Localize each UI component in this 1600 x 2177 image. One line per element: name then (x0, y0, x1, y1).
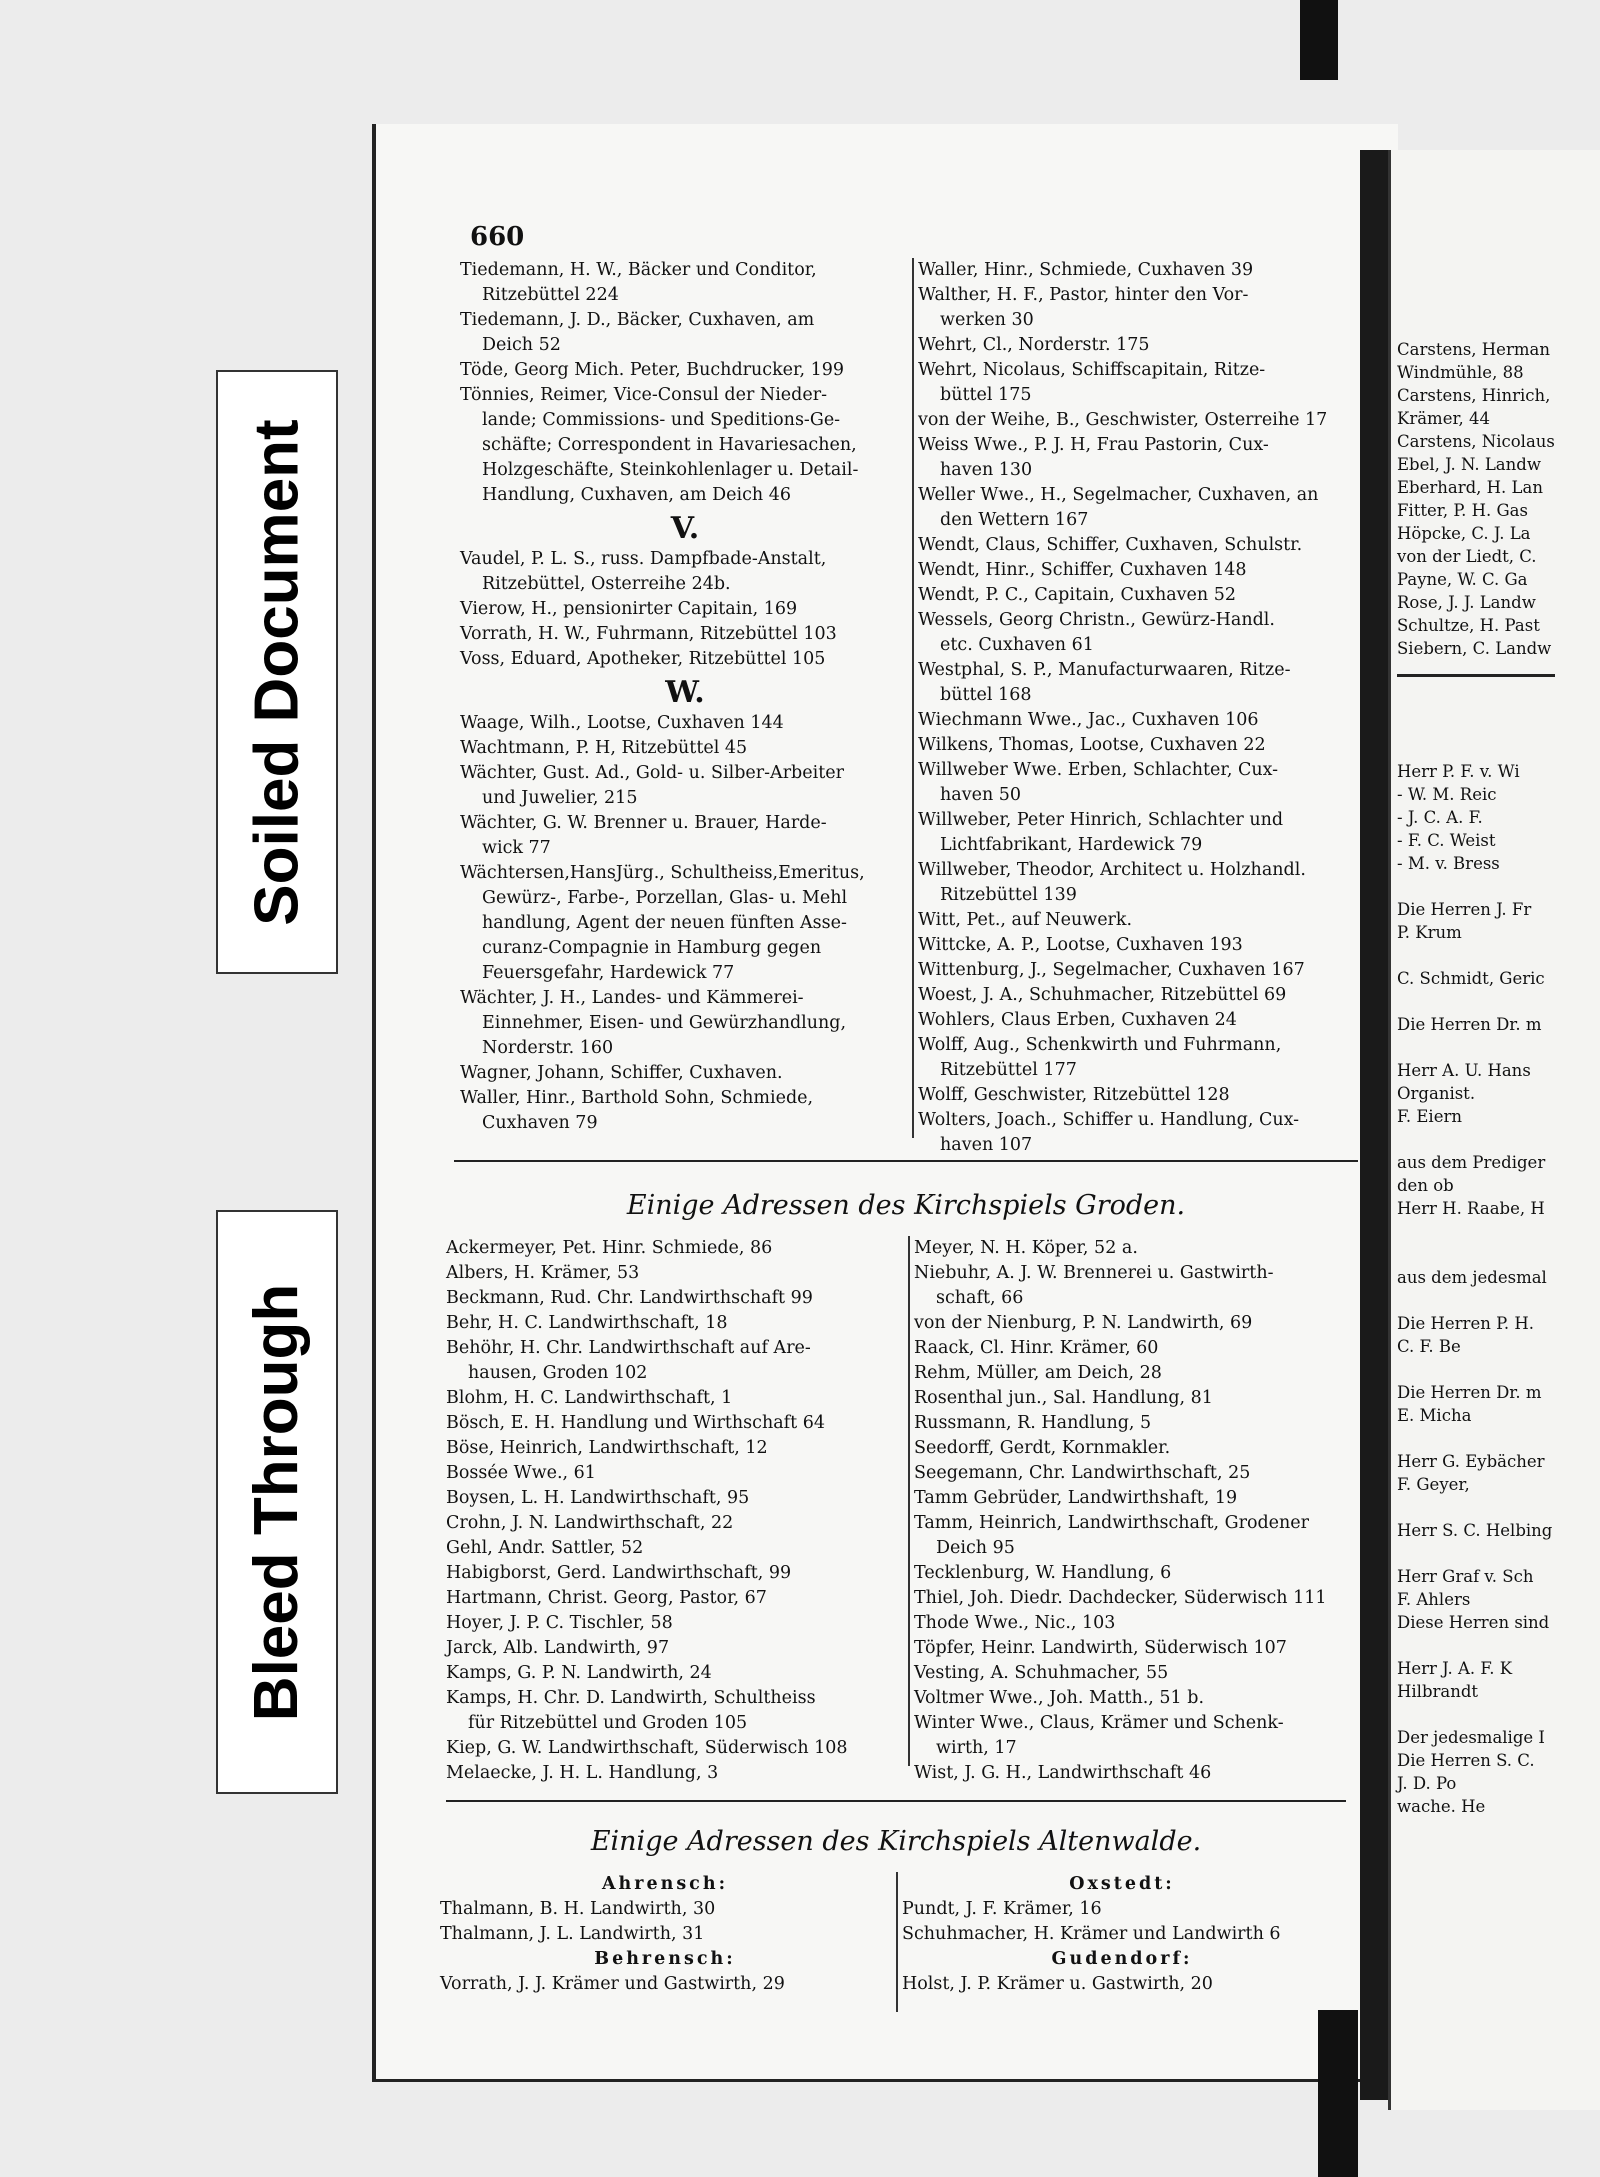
right-page-line (1397, 1289, 1555, 1312)
directory-entry (446, 1736, 906, 1761)
entry-line: Wächtersen,HansJürg., Schultheiss,Emeritus, (460, 863, 865, 883)
entry-line: Ritzebüttel 224 (482, 285, 619, 305)
directory-entry (446, 1761, 906, 1786)
directory-entry (460, 811, 910, 861)
directory-entry (446, 1561, 906, 1586)
entry-line: Ackermeyer, Pet. Hinr. Schmiede, 86 (446, 1238, 773, 1258)
right-page-line: Eberhard, H. Lan (1397, 478, 1543, 497)
entry-line: Cuxhaven 79 (482, 1113, 598, 1133)
soiled-document-label (216, 370, 338, 974)
entry-line: Handlung, Cuxhaven, am Deich 46 (482, 485, 791, 505)
entry-line: Rosenthal jun., Sal. Handlung, 81 (914, 1388, 1213, 1408)
directory-entry (446, 1486, 906, 1511)
directory-entry (446, 1461, 906, 1486)
entry-line: Voss, Eduard, Apotheker, Ritzebüttel 105 (460, 649, 826, 669)
right-page-text (1397, 338, 1555, 1818)
right-page-line: Carstens, Herman (1397, 340, 1550, 359)
entry-line: Ritzebüttel, Osterreihe 24b. (482, 574, 731, 594)
right-page-line (1397, 1128, 1555, 1151)
right-page-line: Carstens, Nicolaus (1397, 432, 1555, 451)
altenwalde-column-divider (896, 1872, 898, 2012)
entry-line: Töpfer, Heinr. Landwirth, Süderwisch 107 (914, 1638, 1287, 1658)
right-page-line: F. Ahlers (1397, 1590, 1471, 1609)
entry-line: Ritzebüttel 177 (940, 1060, 1077, 1080)
directory-entry (918, 558, 1368, 583)
directory-entry (918, 933, 1368, 958)
entry-line: Waller, Hinr., Barthold Sohn, Schmiede, (460, 1088, 814, 1108)
entry-line: Waller, Hinr., Schmiede, Cuxhaven 39 (918, 260, 1254, 280)
entry-line: büttel 175 (940, 385, 1032, 405)
entry-line: Wittcke, A. P., Lootse, Cuxhaven 193 (918, 935, 1243, 955)
entry-line: Thalmann, B. H. Landwirth, 30 (440, 1899, 716, 1919)
directory-entry (914, 1561, 1358, 1586)
right-page-line: Ebel, J. N. Landw (1397, 455, 1541, 474)
directory-entry (902, 1972, 1342, 1997)
entry-line: Weller Wwe., H., Segelmacher, Cuxhaven, an (918, 485, 1319, 505)
directory-entry (914, 1586, 1358, 1611)
directory-entry (446, 1411, 906, 1436)
directory-entry (460, 647, 910, 672)
directory-entry (914, 1311, 1358, 1336)
right-page-line (1397, 1634, 1555, 1657)
entry-line: Thalmann, J. L. Landwirth, 31 (440, 1924, 705, 1944)
entry-line: Willweber Wwe. Erben, Schlachter, Cux- (918, 760, 1279, 780)
right-page-line (1397, 714, 1555, 737)
right-page-line: aus dem jedesmal (1397, 1268, 1547, 1287)
groden-column-divider (908, 1236, 910, 1766)
entry-line: Schuhmacher, H. Krämer und Landwirth 6 (902, 1924, 1281, 1944)
directory-entry (918, 708, 1368, 733)
entry-line: Norderstr. 160 (482, 1038, 614, 1058)
entry-line: von der Weihe, B., Geschwister, Osterreihe 17 (918, 410, 1328, 430)
right-page-line: - J. C. A. F. (1397, 808, 1483, 827)
entry-line: Niebuhr, A. J. W. Brennerei u. Gastwirth- (914, 1263, 1274, 1283)
entry-line: Holst, J. P. Krämer u. Gastwirth, 20 (902, 1974, 1213, 1994)
directory-entry (918, 433, 1368, 483)
directory-entry (918, 533, 1368, 558)
page-gutter-shadow (1318, 2010, 1358, 2177)
entry-line: handlung, Agent der neuen fünften Asse- (482, 913, 847, 933)
directory-entry (446, 1511, 906, 1536)
section-letter: V. (670, 511, 700, 546)
entry-line: Hartmann, Christ. Georg, Pastor, 67 (446, 1588, 767, 1608)
entry-line: Wendt, Claus, Schiffer, Cuxhaven, Schulstr. (918, 535, 1303, 555)
directory-entry (446, 1286, 906, 1311)
right-page-line: Herr P. F. v. Wi (1397, 762, 1520, 781)
right-page-line (1397, 1703, 1555, 1726)
right-page-line: Der jedesmalige I (1397, 1728, 1545, 1747)
entry-line: Beckmann, Rud. Chr. Landwirthschaft 99 (446, 1288, 813, 1308)
entry-line: Wiechmann Wwe., Jac., Cuxhaven 106 (918, 710, 1259, 730)
entry-line: Tamm Gebrüder, Landwirthshaft, 19 (914, 1488, 1238, 1508)
entry-line: Russmann, R. Handlung, 5 (914, 1413, 1152, 1433)
directory-entry (914, 1711, 1358, 1761)
entry-line: Thiel, Joh. Diedr. Dachdecker, Süderwisch 111 (914, 1588, 1327, 1608)
directory-entry (918, 983, 1368, 1008)
entry-line: Wohlers, Claus Erben, Cuxhaven 24 (918, 1010, 1237, 1030)
directory-entry (446, 1311, 906, 1336)
directory-entry (914, 1436, 1358, 1461)
entry-line: Witt, Pet., auf Neuwerk. (918, 910, 1133, 930)
entry-line: Thode Wwe., Nic., 103 (914, 1613, 1116, 1633)
entry-line: Walther, H. F., Pastor, hinter den Vor- (918, 285, 1249, 305)
right-page-line: - F. C. Weist (1397, 831, 1496, 850)
entry-line: Melaecke, J. H. L. Handlung, 3 (446, 1763, 719, 1783)
right-page-line: Carstens, Hinrich, (1397, 386, 1551, 405)
right-page-line (1397, 1496, 1555, 1519)
right-page-line: Herr G. Eybächer (1397, 1452, 1545, 1471)
right-page-line: C. Schmidt, Geric (1397, 969, 1545, 988)
directory-entry (914, 1511, 1358, 1561)
entry-line: Wagner, Johann, Schiffer, Cuxhaven. (460, 1063, 783, 1083)
entry-line: Wolff, Geschwister, Ritzebüttel 128 (918, 1085, 1230, 1105)
entry-line: Tecklenburg, W. Handlung, 6 (914, 1563, 1172, 1583)
entry-line: Habigborst, Gerd. Landwirthschaft, 99 (446, 1563, 792, 1583)
section-divider (454, 1160, 1358, 1162)
entry-line: Wehrt, Nicolaus, Schiffscapitain, Ritze- (918, 360, 1266, 380)
entry-line: Kamps, H. Chr. D. Landwirth, Schultheiss (446, 1688, 816, 1708)
entry-line: werken 30 (940, 310, 1034, 330)
right-page-line: Krämer, 44 (1397, 409, 1491, 428)
right-page-line: Die Herren Dr. m (1397, 1015, 1542, 1034)
directory-entry (446, 1686, 906, 1736)
directory-entry (918, 283, 1368, 333)
directory-entry (914, 1386, 1358, 1411)
directory-entry (446, 1661, 906, 1686)
directory-entry (918, 1108, 1368, 1158)
right-page-line (1397, 1358, 1555, 1381)
entry-line: Wächter, G. W. Brenner u. Brauer, Harde- (460, 813, 827, 833)
altenwalde-heading: Einige Adressen des Kirchspiels Altenwalde. (590, 1826, 1202, 1857)
directory-entry (914, 1661, 1358, 1686)
entry-line: Holzgeschäfte, Steinkohlenlager u. Detail- (482, 460, 859, 480)
right-page-line (1397, 1220, 1555, 1243)
entry-line: etc. Cuxhaven 61 (940, 635, 1094, 655)
groden-left-column (446, 1236, 906, 1786)
right-page-line: aus dem Prediger (1397, 1153, 1546, 1172)
scan-edge-bar (1300, 0, 1338, 80)
directory-entry (902, 1922, 1342, 1947)
right-page-line (1397, 737, 1555, 760)
directory-entry (440, 1972, 890, 1997)
directory-entry (460, 547, 910, 597)
directory-entry (460, 258, 910, 308)
entry-line: Bossée Wwe., 61 (446, 1463, 596, 1483)
directory-entry (914, 1636, 1358, 1661)
entry-line: Wächter, Gust. Ad., Gold- u. Silber-Arbeiter (460, 763, 844, 783)
directory-entry (446, 1611, 906, 1636)
right-page-line (1397, 1036, 1555, 1059)
right-page-line: F. Eiern (1397, 1107, 1462, 1126)
directory-entry (918, 733, 1368, 758)
entry-line: Tönnies, Reimer, Vice-Consul der Nieder- (460, 385, 827, 405)
entry-line: Voltmer Wwe., Joh. Matth., 51 b. (914, 1688, 1205, 1708)
entry-line: Woest, J. A., Schuhmacher, Ritzebüttel 69 (918, 985, 1287, 1005)
right-page-line: Die Herren Dr. m (1397, 1383, 1542, 1402)
altenwalde-right-column (902, 1872, 1342, 1997)
right-page-line (1397, 875, 1555, 898)
entry-line: wirth, 17 (936, 1738, 1017, 1758)
right-page-line: Fitter, P. H. Gas (1397, 501, 1528, 520)
entry-line: Weiss Wwe., P. J. H, Frau Pastorin, Cux- (918, 435, 1269, 455)
entry-line: Raack, Cl. Hinr. Krämer, 60 (914, 1338, 1159, 1358)
entry-line: Feuersgefahr, Hardewick 77 (482, 963, 735, 983)
directory-entry (446, 1536, 906, 1561)
entry-line: Hoyer, J. P. C. Tischler, 58 (446, 1613, 673, 1633)
entry-line: Wilkens, Thomas, Lootse, Cuxhaven 22 (918, 735, 1266, 755)
directory-entry (914, 1686, 1358, 1711)
directory-entry (914, 1611, 1358, 1636)
right-page-line: den ob (1397, 1176, 1454, 1195)
entry-line: Westphal, S. P., Manufacturwaaren, Ritze- (918, 660, 1291, 680)
right-page-line (1397, 1542, 1555, 1565)
entry-line: Wessels, Georg Christn., Gewürz-Handl. (918, 610, 1275, 630)
directory-entry (460, 622, 910, 647)
entry-line: für Ritzebüttel und Groden 105 (468, 1713, 748, 1733)
right-page-line: von der Liedt, C. (1397, 547, 1537, 566)
soiled-document-label-text: Soiled Document (242, 418, 312, 926)
page-number: 660 (470, 222, 525, 252)
directory-entry (918, 1083, 1368, 1108)
directory-entry (918, 333, 1368, 358)
directory-entry (918, 408, 1368, 433)
entry-line: Wächter, J. H., Landes- und Kämmerei- (460, 988, 804, 1008)
directory-entry (914, 1761, 1358, 1786)
entry-line: Waage, Wilh., Lootse, Cuxhaven 144 (460, 713, 784, 733)
place-name: Ahrensch: (601, 1874, 729, 1894)
entry-line: Willweber, Peter Hinrich, Schlachter und (918, 810, 1284, 830)
directory-entry (446, 1586, 906, 1611)
directory-entry (918, 608, 1368, 658)
entry-line: Behöhr, H. Chr. Landwirthschaft auf Are- (446, 1338, 811, 1358)
directory-entry (914, 1461, 1358, 1486)
directory-entry (446, 1386, 906, 1411)
entry-line: Albers, H. Krämer, 53 (446, 1263, 640, 1283)
right-page-line: Schultze, H. Past (1397, 616, 1540, 635)
right-page-line: C. F. Be (1397, 1337, 1461, 1356)
directory-entry (902, 1897, 1342, 1922)
right-page-line: Windmühle, 88 (1397, 363, 1524, 382)
entry-line: schaft, 66 (936, 1288, 1024, 1308)
right-page-line (1397, 990, 1555, 1013)
directory-entry (918, 858, 1368, 908)
altenwalde-left-column (440, 1872, 890, 1997)
entry-line: Crohn, J. N. Landwirthschaft, 22 (446, 1513, 734, 1533)
entry-line: schäfte; Correspondent in Havariesachen, (482, 435, 857, 455)
entry-line: Wolff, Aug., Schenkwirth und Fuhrmann, (918, 1035, 1282, 1055)
place-name: Gudendorf: (1051, 1949, 1193, 1969)
entry-line: Wittenburg, J., Segelmacher, Cuxhaven 167 (918, 960, 1305, 980)
entry-line: Tiedemann, J. D., Bäcker, Cuxhaven, am (460, 310, 815, 330)
entry-line: Deich 95 (936, 1538, 1015, 1558)
right-page-line: Die Herren P. H. (1397, 1314, 1534, 1333)
entry-line: Deich 52 (482, 335, 561, 355)
directory-entry (918, 808, 1368, 858)
right-page-line: Die Herren J. Fr (1397, 900, 1532, 919)
bleed-through-label (216, 1210, 338, 1794)
entry-line: Gewürz-, Farbe-, Porzellan, Glas- u. Mehl (482, 888, 848, 908)
directory-entry (918, 483, 1368, 533)
entry-line: haven 50 (940, 785, 1022, 805)
entry-line: Ritzebüttel 139 (940, 885, 1077, 905)
entry-line: Vierow, H., pensionirter Capitain, 169 (460, 599, 798, 619)
entry-line: Vorrath, H. W., Fuhrmann, Ritzebüttel 103 (460, 624, 837, 644)
directory-entry (446, 1636, 906, 1661)
entry-line: Vorrath, J. J. Krämer und Gastwirth, 29 (440, 1974, 785, 1994)
column-divider (912, 258, 914, 1138)
entry-line: Vaudel, P. L. S., russ. Dampfbade-Anstalt, (460, 549, 827, 569)
right-page-line: F. Geyer, (1397, 1475, 1470, 1494)
directory-entry (914, 1486, 1358, 1511)
entry-line: von der Nienburg, P. N. Landwirth, 69 (914, 1313, 1253, 1333)
right-page-line: Höpcke, C. J. La (1397, 524, 1531, 543)
entry-line: Wendt, P. C., Capitain, Cuxhaven 52 (918, 585, 1237, 605)
entry-line: Blohm, H. C. Landwirthschaft, 1 (446, 1388, 733, 1408)
right-page-line: J. D. Po (1397, 1774, 1457, 1793)
entry-line: den Wettern 167 (940, 510, 1089, 530)
directory-entry (440, 1922, 890, 1947)
directory-entry (914, 1411, 1358, 1436)
directory-entry (446, 1261, 906, 1286)
directory-entry (918, 758, 1368, 808)
directory-entry (446, 1436, 906, 1461)
entry-line: Wist, J. G. H., Landwirthschaft 46 (914, 1763, 1212, 1783)
directory-entry (918, 958, 1368, 983)
entry-line: Jarck, Alb. Landwirth, 97 (446, 1638, 670, 1658)
place-name: Oxstedt: (1069, 1874, 1175, 1894)
entry-line: Willweber, Theodor, Architect u. Holzhandl. (918, 860, 1306, 880)
entry-line: Behr, H. C. Landwirthschaft, 18 (446, 1313, 728, 1333)
right-page-line: Herr Graf v. Sch (1397, 1567, 1534, 1586)
entry-line: Lichtfabrikant, Hardewick 79 (940, 835, 1203, 855)
directory-entry (460, 736, 910, 761)
groden-right-column (914, 1236, 1358, 1786)
entry-line: Töde, Georg Mich. Peter, Buchdrucker, 199 (460, 360, 845, 380)
entry-line: büttel 168 (940, 685, 1032, 705)
right-page-line (1397, 1243, 1555, 1266)
directory-entry (460, 861, 910, 986)
right-page-line: Siebern, C. Landw (1397, 639, 1552, 658)
right-page-line: Hilbrandt (1397, 1682, 1479, 1701)
entry-line: wick 77 (482, 838, 551, 858)
right-page-line: Herr J. A. F. K (1397, 1659, 1513, 1678)
directory-entry (914, 1261, 1358, 1311)
section-divider-2 (446, 1800, 1346, 1802)
entry-line: Böse, Heinrich, Landwirthschaft, 12 (446, 1438, 768, 1458)
right-page-line: P. Krum (1397, 923, 1462, 942)
entry-line: curanz-Compagnie in Hamburg gegen (482, 938, 822, 958)
directory-entry (914, 1361, 1358, 1386)
entry-line: Rehm, Müller, am Deich, 28 (914, 1363, 1162, 1383)
entry-line: Einnehmer, Eisen- und Gewürzhandlung, (482, 1013, 847, 1033)
entry-line: Tamm, Heinrich, Landwirthschaft, Grodener (914, 1513, 1310, 1533)
right-page-line: Herr A. U. Hans (1397, 1061, 1531, 1080)
right-page-line: Organist. (1397, 1084, 1476, 1103)
directory-entry (460, 358, 910, 383)
entry-line: Kiep, G. W. Landwirthschaft, Süderwisch 108 (446, 1738, 848, 1758)
directory-entry (914, 1236, 1358, 1261)
directory-entry (918, 358, 1368, 408)
directory-entry (440, 1897, 890, 1922)
entry-line: und Juwelier, 215 (482, 788, 638, 808)
bleed-through-label-text: Bleed Through (242, 1283, 312, 1721)
right-page-line: Rose, J. J. Landw (1397, 593, 1536, 612)
right-page-line: - M. v. Bress (1397, 854, 1500, 873)
directory-left-column (460, 258, 910, 1136)
right-page-line (1397, 691, 1555, 714)
directory-entry (460, 711, 910, 736)
directory-entry (460, 1061, 910, 1086)
entry-line: Bösch, E. H. Handlung und Wirthschaft 64 (446, 1413, 826, 1433)
right-page-line: Payne, W. C. Ga (1397, 570, 1528, 589)
directory-entry (918, 658, 1368, 708)
entry-line: lande; Commissions- und Speditions-Ge- (482, 410, 841, 430)
directory-entry (446, 1236, 906, 1261)
right-page-line (1397, 944, 1555, 967)
entry-line: Wachtmann, P. H, Ritzebüttel 45 (460, 738, 748, 758)
directory-entry (446, 1336, 906, 1386)
entry-line: Winter Wwe., Claus, Krämer und Schenk- (914, 1713, 1284, 1733)
entry-line: Wehrt, Cl., Norderstr. 175 (918, 335, 1150, 355)
directory-entry (918, 1008, 1368, 1033)
entry-line: Vesting, A. Schuhmacher, 55 (914, 1663, 1169, 1683)
entry-line: Wendt, Hinr., Schiffer, Cuxhaven 148 (918, 560, 1247, 580)
directory-right-column (918, 258, 1368, 1158)
right-page-line (1397, 1427, 1555, 1450)
directory-entry (914, 1336, 1358, 1361)
entry-line: Seegemann, Chr. Landwirthschaft, 25 (914, 1463, 1251, 1483)
groden-heading: Einige Adressen des Kirchspiels Groden. (626, 1190, 1186, 1221)
right-page (1388, 150, 1600, 2110)
entry-line: haven 130 (940, 460, 1033, 480)
directory-entry (460, 597, 910, 622)
entry-line: Pundt, J. F. Krämer, 16 (902, 1899, 1102, 1919)
directory-entry (918, 908, 1368, 933)
entry-line: Wolters, Joach., Schiffer u. Handlung, Cux- (918, 1110, 1300, 1130)
entry-line: Boysen, L. H. Landwirthschaft, 95 (446, 1488, 750, 1508)
entry-line: Meyer, N. H. Köper, 52 a. (914, 1238, 1138, 1258)
right-page-line: Herr S. C. Helbing (1397, 1521, 1553, 1540)
right-page-rule (1397, 674, 1555, 677)
right-page-line: Diese Herren sind (1397, 1613, 1550, 1632)
right-page-line: wache. He (1397, 1797, 1486, 1816)
right-page-line: Die Herren S. C. (1397, 1751, 1535, 1770)
entry-line: Kamps, G. P. N. Landwirth, 24 (446, 1663, 712, 1683)
entry-line: Tiedemann, H. W., Bäcker und Conditor, (460, 260, 817, 280)
entry-line: Gehl, Andr. Sattler, 52 (446, 1538, 644, 1558)
directory-entry (460, 308, 910, 358)
right-page-line: Herr H. Raabe, H (1397, 1199, 1545, 1218)
directory-entry (460, 761, 910, 811)
section-letter: W. (665, 675, 705, 710)
directory-entry (918, 583, 1368, 608)
place-name: Behrensch: (594, 1949, 736, 1969)
directory-entry (918, 258, 1368, 283)
right-page-line: - W. M. Reic (1397, 785, 1497, 804)
directory-entry (460, 1086, 910, 1136)
entry-line: Seedorff, Gerdt, Kornmakler. (914, 1438, 1171, 1458)
directory-entry (460, 986, 910, 1061)
entry-line: hausen, Groden 102 (468, 1363, 648, 1383)
directory-entry (460, 383, 910, 508)
entry-line: haven 107 (940, 1135, 1033, 1155)
right-page-line: E. Micha (1397, 1406, 1472, 1425)
directory-entry (918, 1033, 1368, 1083)
